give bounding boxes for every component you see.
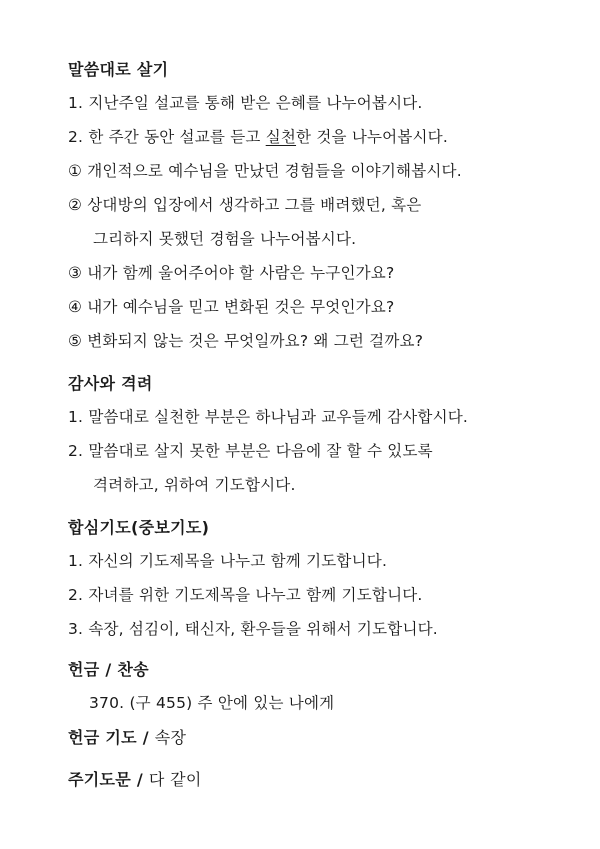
list-item: ② 상대방의 입장에서 생각하고 그를 배려했던, 혹은 [68, 196, 422, 214]
list-item [68, 125, 448, 147]
list-item-text: 한 것을 나누어봅시다. [296, 128, 448, 146]
section-title-lords-prayer: 주기도문 / [68, 770, 149, 789]
section-title-joint-prayer: 합심기도(중보기도) [68, 518, 210, 537]
list-item: ④ 내가 예수님을 믿고 변화된 것은 무엇인가요? [68, 298, 395, 316]
section-title-offering-hymn: 헌금 / 찬송 [68, 660, 149, 679]
section-title-offering-prayer: 헌금 기도 / [68, 728, 155, 747]
list-item: 1. 자신의 기도제목을 나누고 함께 기도합니다. [68, 552, 388, 570]
list-item-continuation: 격려하고, 위하여 기도합시다. [93, 476, 296, 494]
list-item: 2. 자녀를 위한 기도제목을 나누고 함께 기도합니다. [68, 586, 423, 604]
list-item: 1. 지난주일 설교를 통해 받은 은혜를 나누어봅시다. [68, 94, 423, 112]
list-item: ③ 내가 함께 울어주어야 할 사람은 누구인가요? [68, 264, 395, 282]
section-title-live-by-word: 말씀대로 살기 [68, 60, 169, 79]
underlined-word: 실천 [265, 128, 297, 146]
list-item: ① 개인적으로 예수님을 만났던 경험들을 이야기해봅시다. [68, 162, 462, 180]
list-item: 3. 속장, 섬김이, 태신자, 환우들을 위해서 기도합니다. [68, 620, 438, 638]
hymn-line: 370. (구 455) 주 안에 있는 나에게 [89, 694, 335, 712]
list-item-text: 2. 한 주간 동안 설교를 듣고 [68, 128, 266, 146]
section-lords-prayer [68, 767, 202, 790]
list-item: 2. 말씀대로 살지 못한 부분은 다음에 잘 할 수 있도록 [68, 442, 433, 460]
section-title-thanks-encouragement: 감사와 격려 [68, 374, 153, 393]
lords-prayer-participants: 다 같이 [148, 770, 202, 789]
list-item-continuation: 그리하지 못했던 경험을 나누어봅시다. [93, 230, 357, 248]
list-item: ⑤ 변화되지 않는 것은 무엇일까요? 왜 그런 걸까요? [68, 332, 424, 350]
section-offering-prayer [68, 725, 186, 748]
list-item: 1. 말씀대로 실천한 부분은 하나님과 교우들께 감사합시다. [68, 408, 469, 426]
offering-prayer-leader: 속장 [154, 728, 187, 747]
